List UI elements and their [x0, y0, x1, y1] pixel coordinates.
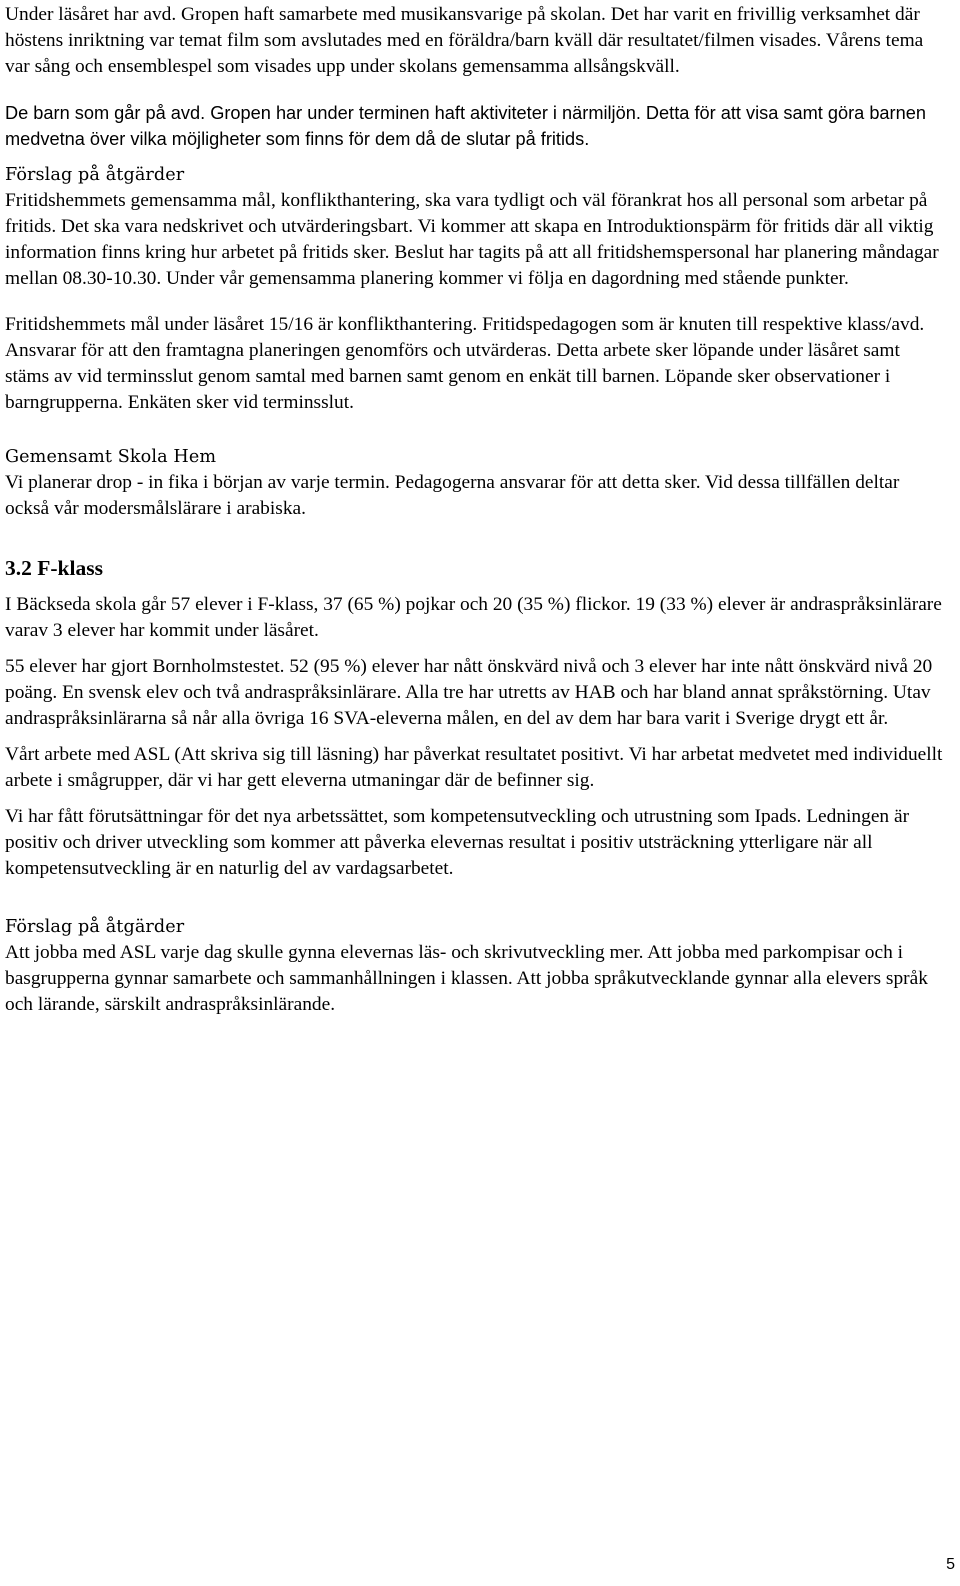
- paragraph-gropen-activities: De barn som går på avd. Gropen har under terminen haft aktiviteter i närmiljön. Detta för att visa samt göra barnen medvetna över vilka möjligheter som finns för dem då de slutar på fritids.: [5, 103, 926, 149]
- paragraph-competence: Vi har fått förutsättningar för det nya arbetssättet, som kompetensutveckling och utrustning som Ipads. Ledningen är positiv och driver utveckling som kommer att påverka elevernas resultat i positiv utsträckning ytterligare när all kompetensutveckling är en naturlig del av vardagsarbetet.: [5, 806, 910, 879]
- paragraph-gropen-music: Under läsåret har avd. Gropen haft samarbete med musikansvarige på skolan. Det har varit en frivillig verksamhet där höstens inriktning var temat film som avslutades med en föräldra/barn kväll där resultatet/filmen visades. Vårens tema var sång och ensemblespel som visades upp under skolans gemensamma allsångskväll.: [5, 4, 924, 77]
- paragraph-asl-work: Vårt arbete med ASL (Att skriva sig till läsning) har påverkat resultatet positivt. Vi har arbetat medvetet med individuellt arbete i smågrupper, där vi har gett eleverna utmaningar där de befinner sig.: [5, 744, 943, 791]
- paragraph-bornholmstestet: 55 elever har gjort Bornholmstestet. 52 (95 %) elever har nått önskvärd nivå och 3 elever har inte nått önskvärd nivå 20 poäng. En svensk elev och två andraspråksinlärare. Alla tre har utretts av HAB och har bland annat språkstörning. Utav andraspråksinlärarna så når alla övriga 16 SVA-eleverna målen, en del av dem har bara varit i Sverige drygt ett år.: [5, 656, 933, 729]
- paragraph-drop-in-fika: Vi planerar drop - in fika i början av varje termin. Pedagogerna ansvarar för att detta sker. Vid dessa tillfällen deltar också vår modersmålslärare i arabiska.: [5, 472, 900, 519]
- paragraph-asl-proposal: Att jobba med ASL varje dag skulle gynna elevernas läs- och skrivutveckling mer. Att jobba med parkompisar och i basgrupperna gynnar samarbete och sammanhållningen i klassen. Att jobba språkutvecklande gynnar alla elevers språk och lärande, särskilt andraspråksinlärande.: [5, 942, 928, 1015]
- paragraph-fritids-conflict: Fritidshemmets mål under läsåret 15/16 är konflikthantering. Fritidspedagogen som är knuten till respektive klass/avd. Ansvarar för att den framtagna planeringen genomförs och utvärderas. Detta arbete sker löpande under läsåret samt stäms av vid terminsslut genom samtal med barnen samt genom en enkät till barnen. Löpande sker observationer i barngrupperna. Enkäten sker vid terminsslut.: [5, 314, 925, 413]
- heading-forslag-atgarder-1: Förslag på åtgärder: [5, 165, 185, 185]
- paragraph-f-klass-students: I Bäckseda skola går 57 elever i F-klass, 37 (65 %) pojkar och 20 (35 %) flickor. 19 (33 %) elever är andraspråksinlärare varav 3 elever har kommit under läsåret.: [5, 594, 942, 641]
- paragraph-fritids-goals: Fritidshemmets gemensamma mål, konflikthantering, ska vara tydligt och väl förankrat hos all personal som arbetar på fritids. Det ska vara nedskrivet och utvärderingsbart. Vi kommer att skapa en Introduktionspärm för fritids där all viktig information finns kring hur arbetet på fritids sker. Beslut har tagits på att all fritidshemspersonal har planering måndagar mellan 08.30-10.30. Under vår gemensamma planering kommer vi följa en dagordning med stående punkter.: [5, 190, 939, 289]
- page-number: 5: [946, 1556, 955, 1573]
- section-title-f-klass: 3.2 F-klass: [5, 556, 103, 580]
- document-page: [5, 2, 945, 1018]
- heading-gemensamt-skola-hem: Gemensamt Skola Hem: [5, 447, 217, 467]
- heading-forslag-atgarder-2: Förslag på åtgärder: [5, 917, 185, 937]
